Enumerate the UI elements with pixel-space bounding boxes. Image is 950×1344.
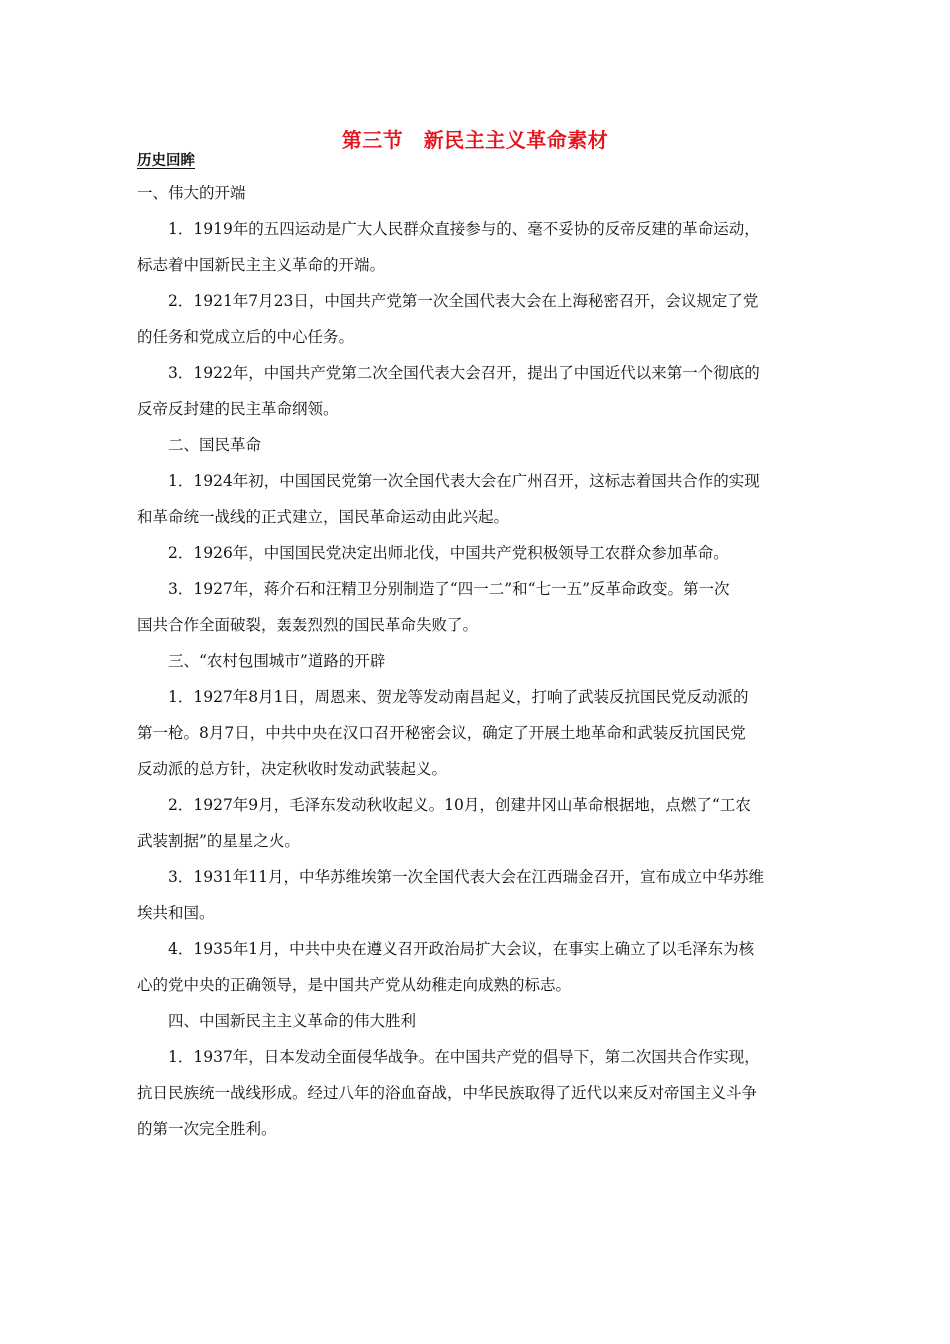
paragraph-line: 3．1931年11月，中华苏维埃第一次全国代表大会在江西瑞金召开，宣布成立中华苏维	[168, 868, 765, 886]
paragraph-line: 2．1926年，中国国民党决定出师北伐，中国共产党积极领导工农群众参加革命。	[168, 544, 729, 562]
paragraph-line: 2．1921年7月23日，中国共产党第一次全国代表大会在上海秘密召开，会议规定了党	[168, 292, 759, 310]
paragraph-line: 抗日民族统一战线形成。经过八年的浴血奋战，中华民族取得了近代以来反对帝国主义斗争	[137, 1084, 758, 1102]
paragraph-line: 3．1927年，蒋介石和汪精卫分别制造了“四一二”和“七一五”反革命政变。第一次	[168, 580, 730, 598]
paragraph-line: 1．1927年8月1日，周恩来、贺龙等发动南昌起义，打响了武装反抗国民党反动派的	[168, 688, 749, 706]
paragraph-line: 的第一次完全胜利。	[137, 1120, 277, 1138]
paragraph-line: 反帝反封建的民主革命纲领。	[137, 400, 339, 418]
paragraph-line: 埃共和国。	[137, 904, 215, 922]
section-heading: 历史回眸	[137, 153, 195, 169]
paragraph-line: 心的党中央的正确领导，是中国共产党从幼稚走向成熟的标志。	[137, 976, 572, 994]
paragraph-line: 2．1927年9月，毛泽东发动秋收起义。10月，创建井冈山革命根据地，点燃了“工农	[168, 796, 751, 814]
paragraph-line: 1．1924年初，中国国民党第一次全国代表大会在广州召开，这标志着国共合作的实现	[168, 472, 760, 490]
paragraph-line: 3．1922年，中国共产党第二次全国代表大会召开，提出了中国近代以来第一个彻底的	[168, 364, 760, 382]
paragraph-line: 武装割据”的星星之火。	[137, 832, 300, 850]
paragraph-line: 标志着中国新民主主义革命的开端。	[137, 256, 386, 274]
paragraph-line: 1．1919年的五四运动是广大人民群众直接参与的、毫不妥协的反帝反建的革命运动，	[168, 220, 760, 238]
paragraph-line: 反动派的总方针，决定秋收时发动武装起义。	[137, 760, 448, 778]
document-body	[137, 149, 817, 1142]
paragraph-line: 第一枪。8月7日，中共中央在汉口召开秘密会议，确定了开展土地革命和武装反抗国民党	[137, 724, 746, 742]
page-title: 第三节 新民主主义革命素材	[341, 128, 609, 152]
paragraph-line: 1．1937年，日本发动全面侵华战争。在中国共产党的倡导下，第二次国共合作实现，	[168, 1048, 760, 1066]
paragraph-line: 4．1935年1月，中共中央在遵义召开政治局扩大会议，在事实上确立了以毛泽东为核	[168, 940, 755, 958]
paragraph-line: 和革命统一战线的正式建立，国民革命运动由此兴起。	[137, 508, 510, 526]
subsection-heading: 一、伟大的开端	[137, 184, 246, 202]
paragraph-line: 的任务和党成立后的中心任务。	[137, 328, 355, 346]
paragraph-line: 国共合作全面破裂，轰轰烈烈的国民革命失败了。	[137, 616, 479, 634]
subsection-heading: 四、中国新民主主义革命的伟大胜利	[168, 1012, 417, 1030]
subsection-heading: 二、国民革命	[168, 436, 262, 454]
subsection-heading: 三、“农村包围城市”道路的开辟	[168, 652, 386, 670]
